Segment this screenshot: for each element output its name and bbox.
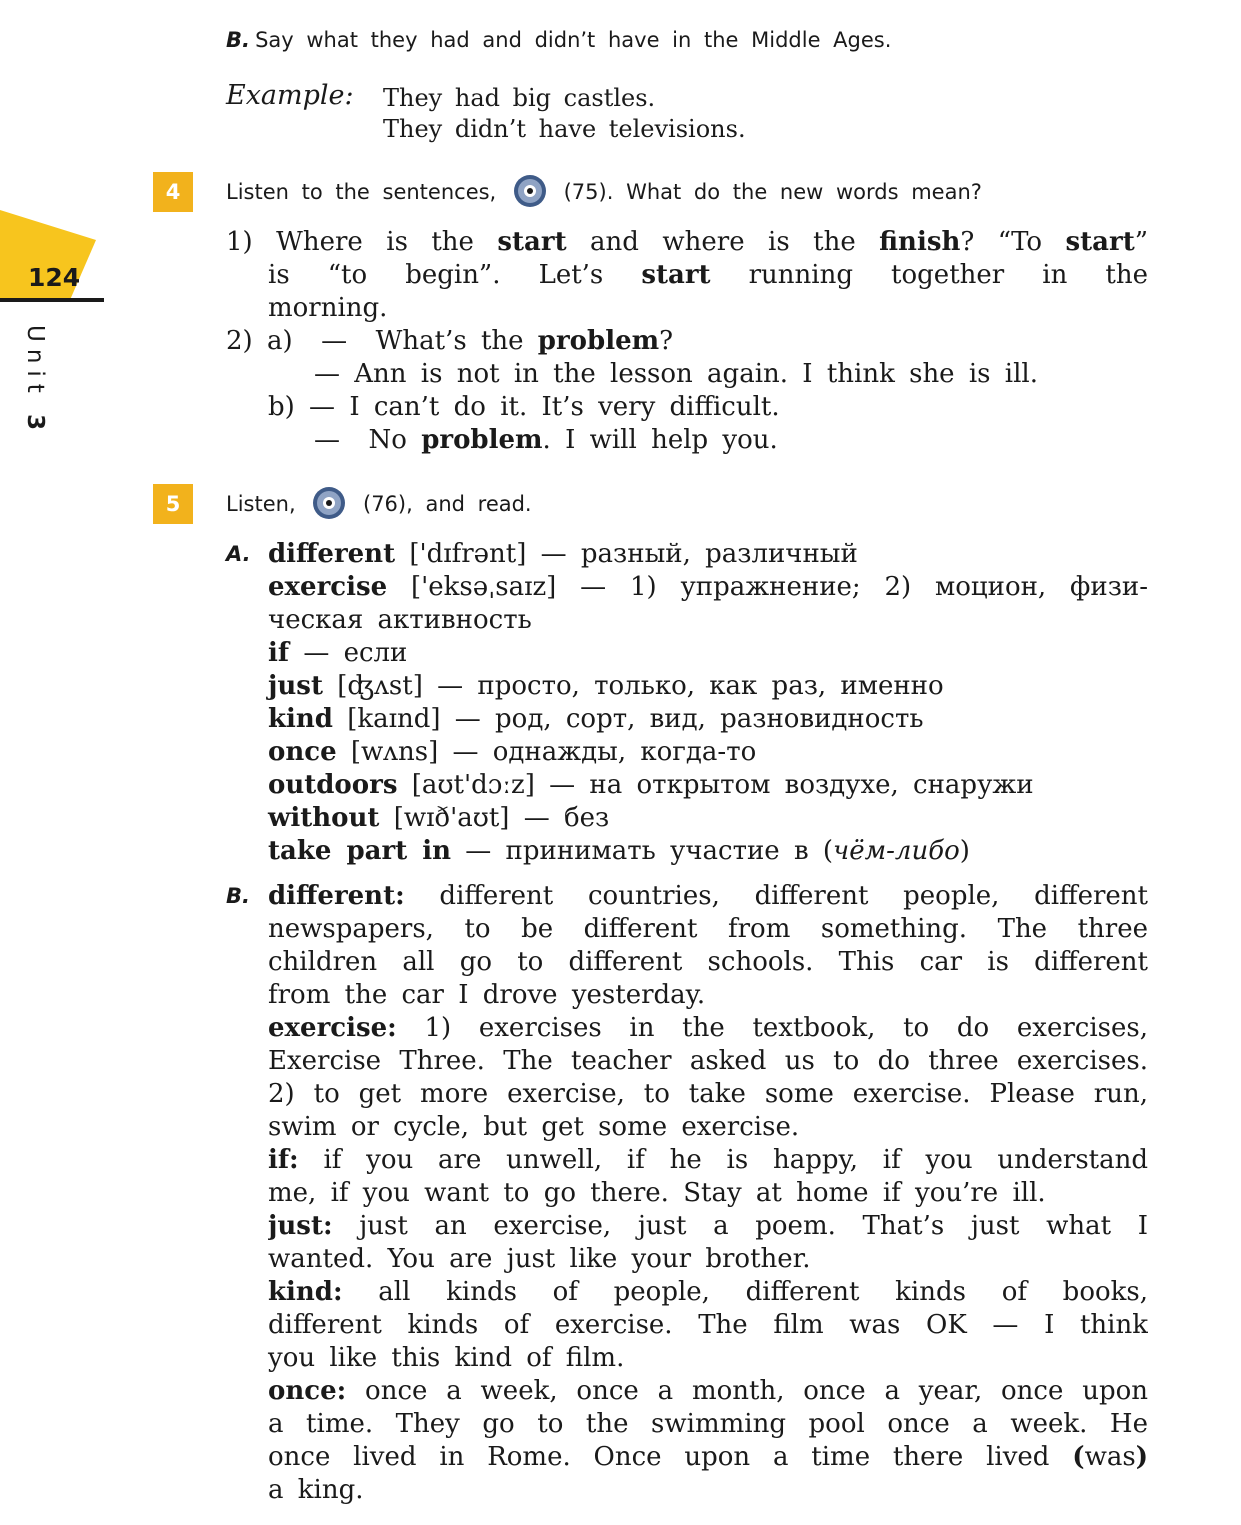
- ex-line-7: 2) to get more exercise, to take some exercise. Please run,: [268, 1079, 1148, 1109]
- exercise-4-body: [226, 226, 1148, 457]
- ex-line-8: swim or cycle, but get some exercise.: [268, 1112, 800, 1142]
- vocab-if: if — если: [268, 638, 408, 668]
- vocab-once: once [wʌns] — однажды, когда-то: [268, 737, 757, 767]
- example-line-1: They had big castles.: [383, 84, 656, 112]
- vocab-kind: kind [kaɪnd] — род, сорт, вид, разновидность: [268, 704, 924, 734]
- section-b-label: B.: [226, 28, 250, 52]
- examples-block: [268, 880, 1148, 1507]
- ex-line-4: from the car I drove yesterday.: [268, 980, 706, 1010]
- ex-line-16: once: once a week, once a month, once a year, once upon: [268, 1376, 1148, 1406]
- exercise-4-instruction-text: Listen to the sentences,: [226, 180, 497, 204]
- ex-line-12: wanted. You are just like your brother.: [268, 1244, 811, 1274]
- exercise-5-instruction-pre: Listen,: [226, 492, 296, 516]
- vocab-just: just [ʤʌst] — просто, только, как раз, именно: [268, 671, 944, 701]
- ex-line-1: different: different countries, different people, different: [268, 881, 1148, 911]
- ex-line-5: exercise: 1) exercises in the textbook, to do exercises,: [268, 1013, 1148, 1043]
- ex-line-17: a time. They go to the swimming pool once a week. He: [268, 1409, 1148, 1439]
- vocab-without: without [wɪð'aʊt] — без: [268, 803, 610, 833]
- ex-line-19: a king.: [268, 1475, 364, 1505]
- ex-line-13: kind: all kinds of people, different kinds of books,: [268, 1277, 1148, 1307]
- exercise-5-instruction: [226, 488, 532, 522]
- vocab-outdoors: outdoors [aʊt'dɔːz] — на открытом воздухе, снаружи: [268, 770, 1034, 800]
- unit-number: 3: [22, 414, 48, 438]
- unit-label: [22, 325, 48, 437]
- ex-line-6: Exercise Three. The teacher asked us to do three exercises.: [268, 1046, 1148, 1076]
- cd-icon[interactable]: [513, 174, 547, 208]
- part-a-label: A.: [226, 542, 251, 566]
- vocab-exercise: exercise ['eksəˌsaɪz] — 1) упражнение; 2) моцион, физи-: [268, 572, 1148, 602]
- ex4-line-4: 2) a) — What’s the problem?: [226, 326, 674, 356]
- example-line-2: They didn’t have televisions.: [383, 115, 746, 143]
- ex4-line-1: 1) Where is the start and where is the finish? “To start”: [226, 227, 1148, 257]
- vocab-list: [268, 538, 1148, 868]
- tab-divider: [0, 298, 104, 302]
- ex-line-15: you like this kind of film.: [268, 1343, 625, 1373]
- vocab-exercise-cont: ческая активность: [268, 605, 532, 635]
- ex-line-2: newspapers, to be different from something. The three: [268, 914, 1148, 944]
- exercise-4-instruction: [226, 176, 982, 210]
- exercise-5-number: 5: [153, 484, 193, 524]
- ex-line-11: just: just an exercise, just a poem. That’s just what I: [268, 1211, 1148, 1241]
- part-b-label: B.: [226, 884, 250, 908]
- ex-line-10: me, if you want to go there. Stay at home if you’re ill.: [268, 1178, 1046, 1208]
- exercise-5-instruction-post: (76), and read.: [363, 492, 532, 516]
- ex4-line-7: — No problem. I will help you.: [314, 425, 778, 455]
- unit-word: Unit: [22, 325, 48, 400]
- vocab-different: different ['dɪfrənt] — разный, различный: [268, 539, 858, 569]
- section-b-instruction-row: [226, 28, 891, 52]
- page-number: 124: [28, 263, 81, 292]
- page-tab-shape: [0, 210, 100, 310]
- ex4-line-6: b) — I can’t do it. It’s very difficult.: [268, 392, 780, 422]
- ex4-line-5: — Ann is not in the lesson again. I think she is ill.: [314, 359, 1038, 389]
- exercise-4-number: 4: [153, 172, 193, 212]
- ex4-line-2: is “to begin”. Let’s start running together in the: [268, 260, 1148, 290]
- ex-line-14: different kinds of exercise. The film was OK — I think: [268, 1310, 1148, 1340]
- ex4-line-3: morning.: [268, 293, 388, 323]
- ex-line-9: if: if you are unwell, if he is happy, if you understand: [268, 1145, 1148, 1175]
- exercise-4-track: (75). What do the new words mean?: [563, 180, 982, 204]
- example-label: Example:: [226, 80, 354, 111]
- ex-line-18: once lived in Rome. Once upon a time there lived (was): [268, 1442, 1148, 1472]
- vocab-take-part: take part in — принимать участие в (чём-либо): [268, 836, 970, 866]
- cd-icon[interactable]: [312, 486, 346, 520]
- ex-line-3: children all go to different schools. This car is different: [268, 947, 1148, 977]
- section-b-instruction: Say what they had and didn’t have in the Middle Ages.: [255, 28, 892, 52]
